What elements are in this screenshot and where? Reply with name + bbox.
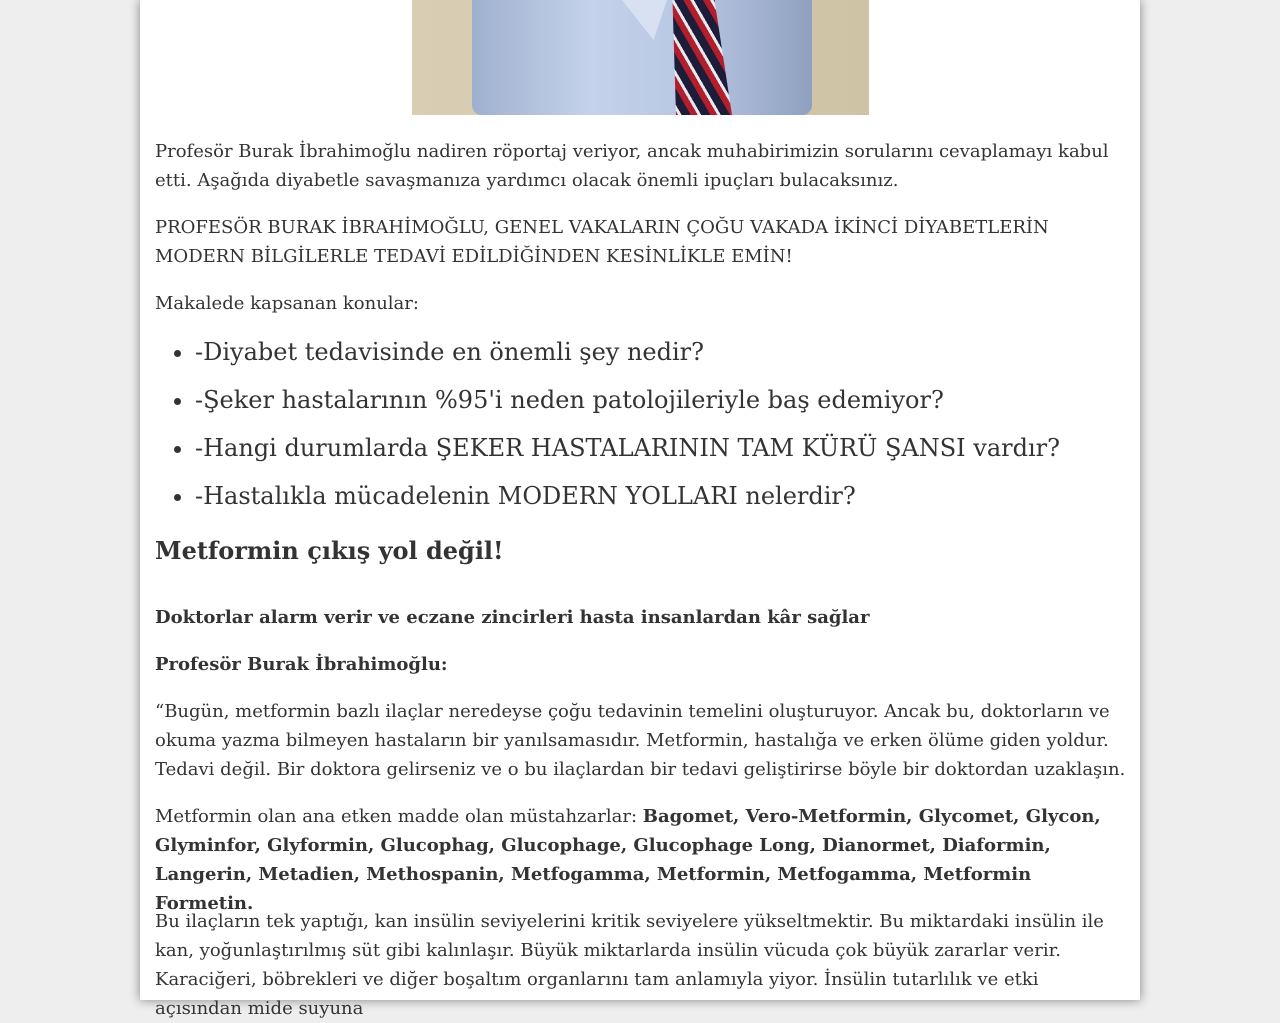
topic-item: • -Hangi durumlarda ŞEKER HASTALARININ TAM KÜRÜ ŞANSI vardır? (195, 432, 1060, 464)
topic-item: • -Diyabet tedavisinde en önemli şey nedir? (195, 336, 1060, 368)
topics-list (155, 336, 1060, 528)
topic-item: • -Hastalıkla mücadelenin MODERN YOLLARI nelerdir? (195, 480, 1060, 512)
drugs-paragraph (155, 802, 1127, 918)
claim-paragraph: PROFESÖR BURAK İBRAHİMOĞLU, GENEL VAKALARIN ÇOĞU VAKADA İKİNCİ DİYABETLERİN MODERN BİLGİLERLE TEDAVİ EDİLDİĞİNDEN KESİNLİKLE EMİN! (155, 217, 1049, 267)
effects-paragraph: Bu ilaçların tek yaptığı, kan insülin seviyelerini kritik seviyelere yükseltmektir. Bu miktardaki insülin ile kan, yoğunlaştırılmış süt gibi kalınlaşır. Büyük miktarlarda insülin vücuda çok büyük zararlar verir. Karaciğeri, böbrekleri ve diğer boşaltım organlarını tam anlamıyla yiyor. İnsülin tutarlılık ve etki açısından mide suyuna (155, 911, 1104, 1019)
speaker-label: Profesör Burak İbrahimoğlu: (155, 654, 448, 675)
intro-paragraph: Profesör Burak İbrahimoğlu nadiren röportaj veriyor, ancak muhabirimizin sorularını cevaplamayı kabul etti. Aşağıda diyabetle savaşmanıza yardımcı olacak önemli ipuçları bulacaksınız. (155, 141, 1109, 191)
section-heading: Metformin çıkış yol değil! (155, 536, 504, 565)
quote-paragraph: “Bugün, metformin bazlı ilaçlar neredeyse çoğu tedavinin temelini oluşturuyor. Ancak bu, doktorların ve okuma yazma bilmeyen hastaların bir yanılsamasıdır. Metformin, hastalığa ve erken ölüme giden yoldur. Tedavi değil. Bir doktora gelirseniz ve o bu ilaçlardan bir tedavi geliştirirse böyle bir doktordan uzaklaşın. (155, 701, 1126, 780)
topics-label: Makalede kapsanan konular: (155, 293, 419, 314)
drugs-prefix: Metformin olan ana etken madde olan müstahzarlar: (155, 806, 643, 827)
article-page (140, 0, 1140, 1019)
sub-heading: Doktorlar alarm verir ve eczane zincirleri hasta insanlardan kâr sağlar (155, 607, 870, 628)
professor-photo (412, 0, 869, 115)
drugs-list: Bagomet, Vero-Metformin, Glycomet, Glycon, Glyminfor, Glyformin, Glucophag, Glucophage, Glucophage Long, Dianormet, Diaformin, Langerin, Metadien, Methospanin, Metfogamma, Metformin, Metfogamma, Metformin Formetin. (155, 806, 1101, 914)
topic-item: • -Şeker hastalarının %95'i neden patolojileriyle baş edemiyor? (195, 384, 1060, 416)
